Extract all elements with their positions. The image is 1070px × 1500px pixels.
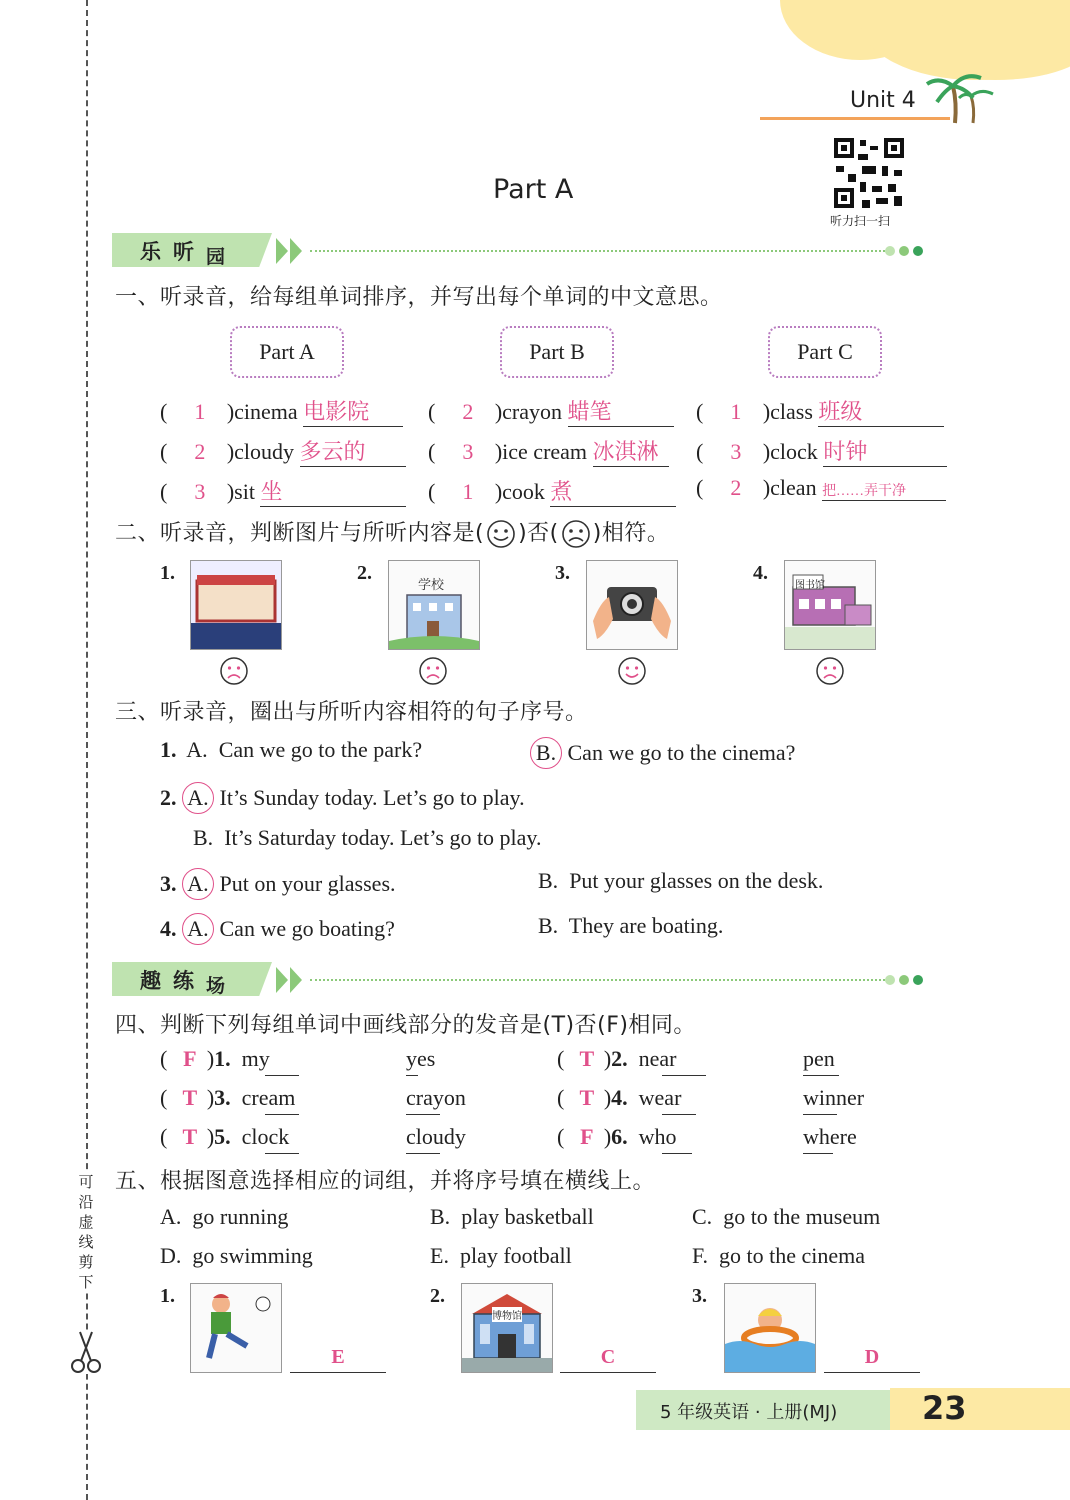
q5-option: D. go swimming xyxy=(160,1243,313,1268)
picture-caption: 学校 xyxy=(418,578,445,593)
q1-row: ( 2 )clean 把……弄干净 xyxy=(696,475,946,501)
sound-underline xyxy=(406,1114,440,1115)
q3-item: 1. A. Can we go to the park? xyxy=(160,737,423,762)
sound-underline xyxy=(803,1153,833,1154)
q1-title: 一、听录音，给每组单词排序，并写出每个单词的中文意思。 xyxy=(115,285,723,310)
q3-item: B. Can we go to the cinema? xyxy=(530,737,795,769)
q1-row: ( 1 )cook 煮 xyxy=(428,475,676,507)
q1-row: ( 1 )class 班级 xyxy=(696,395,944,427)
group-label: Part C xyxy=(768,326,882,378)
item-number: 3. xyxy=(692,1285,707,1307)
sound-underline xyxy=(265,1153,299,1154)
qr-code-icon xyxy=(832,136,906,210)
footer-book-title: 5 年级英语 · 上册(MJ) xyxy=(660,1402,838,1423)
q3-item: B. They are boating. xyxy=(538,913,724,938)
q4-word: crayon xyxy=(406,1085,466,1110)
football-picture xyxy=(190,1283,282,1373)
scissors-icon xyxy=(70,1330,102,1374)
answer-blank[interactable]: 多云的 xyxy=(300,435,406,467)
q4-word: where xyxy=(803,1124,857,1149)
q4-word: yes xyxy=(406,1046,436,1071)
group-label: Part A xyxy=(230,326,344,378)
unit-label: Unit 4 xyxy=(850,88,916,113)
answer-circle[interactable]: A. xyxy=(182,913,214,945)
sound-underline xyxy=(662,1075,706,1076)
camera-picture xyxy=(586,560,678,650)
answer-blank[interactable]: 煮 xyxy=(550,475,676,507)
sad-face-icon xyxy=(559,519,593,549)
q3-item: 2. A. It’s Sunday today. Let’s go to play. xyxy=(160,782,525,814)
arrow-icon xyxy=(276,236,312,266)
dots-icon xyxy=(884,244,928,258)
picture-caption: 图书馆 xyxy=(795,580,825,591)
q3-item: B. Put your glasses on the desk. xyxy=(538,868,824,893)
answer-blank[interactable]: 坐 xyxy=(260,475,406,507)
q3-item: 3. A. Put on your glasses. xyxy=(160,868,396,900)
arrow-icon xyxy=(276,965,312,995)
sad-face-icon xyxy=(815,656,845,686)
item-number: 2. xyxy=(357,562,372,584)
q5-title: 五、根据图意选择相应的词组，并将序号填在横线上。 xyxy=(115,1169,656,1194)
cut-note: 可 沿 虚 线 剪 下 xyxy=(76,1172,96,1292)
happy-face-icon xyxy=(484,519,518,549)
practice-banner-text: 趣 练 场 xyxy=(140,969,226,997)
sound-underline xyxy=(406,1075,418,1076)
unit-underline xyxy=(760,117,950,120)
item-number: 2. xyxy=(430,1285,445,1307)
page-title: Part A xyxy=(493,174,574,205)
sound-underline xyxy=(803,1075,839,1076)
sound-underline xyxy=(265,1114,299,1115)
stage-picture xyxy=(190,560,282,650)
q1-row: ( 2 )crayon 蜡笔 xyxy=(428,395,674,427)
q1-row: ( 3 )ice cream 冰淇淋 xyxy=(428,435,669,467)
q3-item: B. It’s Saturday today. Let’s go to play. xyxy=(193,825,542,850)
q5-option: F. go to the cinema xyxy=(692,1243,865,1268)
item-number: 4. xyxy=(753,562,768,584)
answer-face[interactable] xyxy=(815,656,845,690)
answer-blank[interactable]: T xyxy=(182,1085,198,1110)
answer-blank[interactable]: 时钟 xyxy=(823,435,947,467)
q4-word: winner xyxy=(803,1085,865,1110)
q4-item: ( T )2. near xyxy=(557,1046,677,1071)
q4-title: 四、判断下列每组单词中画线部分的发音是(T)否(F)相同。 xyxy=(115,1013,696,1038)
sound-underline xyxy=(662,1153,692,1154)
sound-underline xyxy=(406,1153,440,1154)
q3-item: 4. A. Can we go boating? xyxy=(160,913,395,945)
qr-caption: 听力扫一扫 xyxy=(830,214,891,228)
happy-face-icon xyxy=(617,656,647,686)
answer-face[interactable] xyxy=(617,656,647,690)
listen-banner-text: 乐 听 园 xyxy=(140,240,226,268)
answer-blank[interactable]: D xyxy=(824,1346,920,1373)
museum-picture xyxy=(461,1283,553,1373)
answer-blank[interactable]: 把……弄干净 xyxy=(822,480,946,501)
q3-title: 三、听录音，圈出与所听内容相符的句子序号。 xyxy=(115,700,588,725)
sound-underline xyxy=(803,1114,837,1115)
q1-row: ( 2 )cloudy 多云的 xyxy=(160,435,406,467)
q4-item: ( T )4. wear xyxy=(557,1085,682,1110)
answer-blank[interactable]: E xyxy=(290,1346,386,1373)
sad-face-icon xyxy=(418,656,448,686)
answer-blank[interactable]: T xyxy=(579,1046,595,1071)
answer-blank[interactable]: T xyxy=(182,1124,198,1149)
q4-word: cloudy xyxy=(406,1124,466,1149)
q1-row: ( 3 )clock 时钟 xyxy=(696,435,947,467)
library-picture xyxy=(784,560,876,650)
q5-option: E. play football xyxy=(430,1243,572,1268)
answer-circle[interactable]: B. xyxy=(530,737,562,769)
sad-face-icon xyxy=(219,656,249,686)
footer-page-bg xyxy=(890,1388,1070,1430)
picture-caption: 博物馆 xyxy=(492,1307,522,1322)
answer-blank[interactable]: T xyxy=(579,1085,595,1110)
group-label: Part B xyxy=(500,326,614,378)
q5-option: A. go running xyxy=(160,1204,289,1229)
page-number: 23 xyxy=(922,1389,967,1427)
answer-blank[interactable]: C xyxy=(560,1346,656,1373)
item-number: 3. xyxy=(555,562,570,584)
answer-blank[interactable]: 电影院 xyxy=(303,395,403,427)
item-number: 1. xyxy=(160,562,175,584)
palm-tree-icon xyxy=(925,68,995,126)
answer-circle[interactable]: A. xyxy=(182,782,214,814)
answer-blank[interactable]: F xyxy=(183,1046,197,1071)
q4-word: pen xyxy=(803,1046,835,1071)
q1-row: ( 3 )sit 坐 xyxy=(160,475,406,507)
answer-face[interactable] xyxy=(219,656,249,690)
q4-item: ( F )1. my xyxy=(160,1046,270,1071)
answer-blank[interactable]: 蜡笔 xyxy=(568,395,674,427)
q4-item: ( T )3. cream xyxy=(160,1085,296,1110)
q2-title: 二、听录音，判断图片与所听内容是( )否( )相符。 xyxy=(115,516,669,549)
q4-item: ( F )6. who xyxy=(557,1124,677,1149)
sound-underline xyxy=(662,1114,696,1115)
dotted-line xyxy=(310,979,885,981)
swimming-picture xyxy=(724,1283,816,1373)
answer-blank[interactable]: 冰淇淋 xyxy=(593,435,669,467)
answer-circle[interactable]: A. xyxy=(182,868,214,900)
dotted-line xyxy=(310,250,885,252)
q5-option: C. go to the museum xyxy=(692,1204,881,1229)
answer-face[interactable] xyxy=(418,656,448,690)
answer-blank[interactable]: F xyxy=(580,1124,594,1149)
q4-item: ( T )5. clock xyxy=(160,1124,290,1149)
q5-option: B. play basketball xyxy=(430,1204,594,1229)
item-number: 1. xyxy=(160,1285,175,1307)
q1-row: ( 1 )cinema 电影院 xyxy=(160,395,403,427)
answer-blank[interactable]: 班级 xyxy=(818,395,944,427)
dots-icon xyxy=(884,973,928,987)
sound-underline xyxy=(265,1075,299,1076)
